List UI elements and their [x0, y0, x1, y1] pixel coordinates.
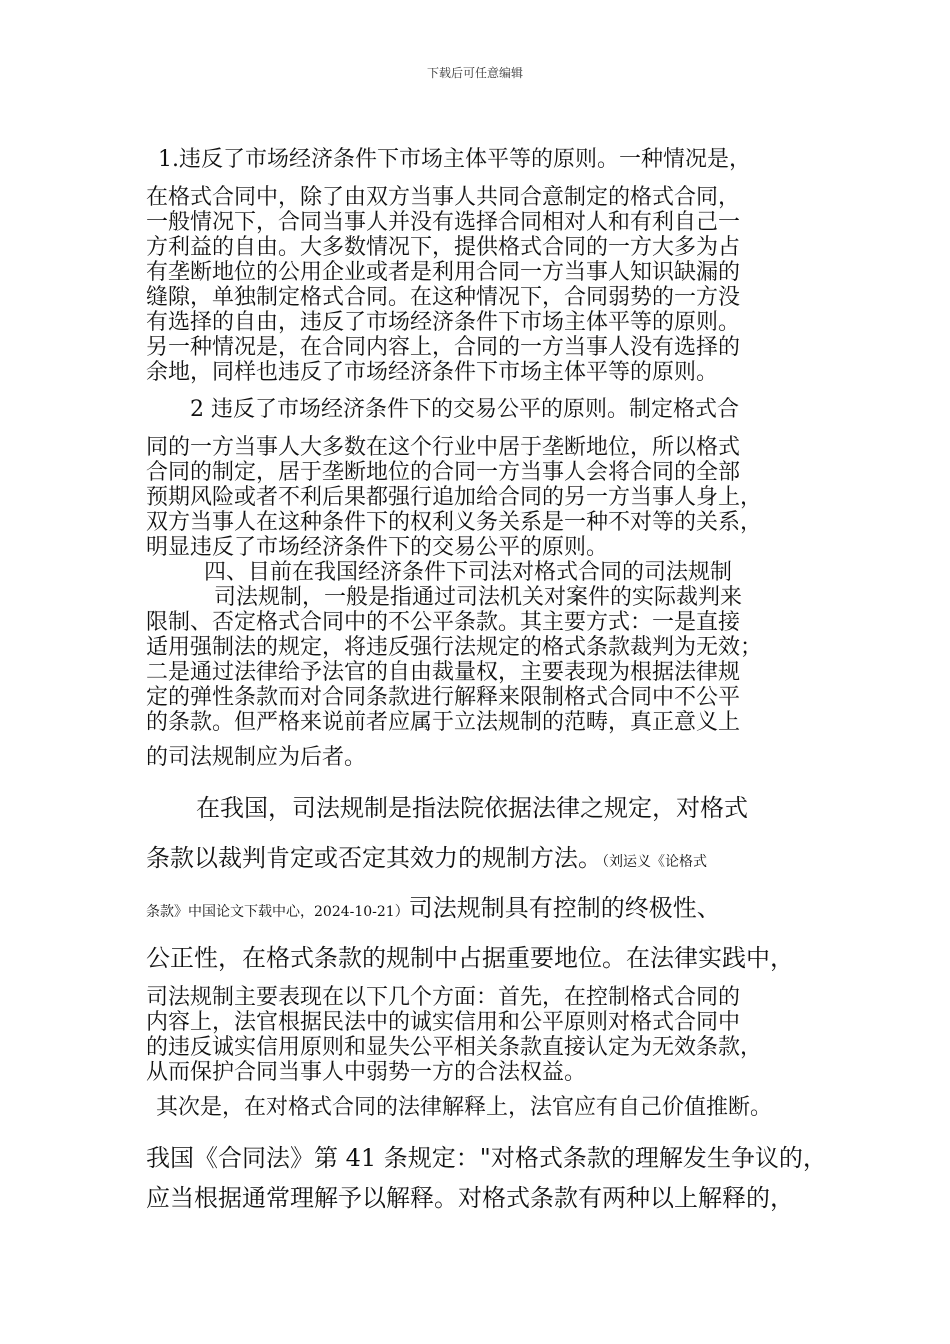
text-line: 在我国，司法规制是指法院依据法律之规定，对格式 [196, 794, 748, 822]
text-line: 合同的制定，居于垄断地位的合同一方当事人会将合同的全部 [146, 460, 741, 485]
text-line: 应当根据通常理解予以解释。对格式条款有两种以上解释的， [146, 1184, 794, 1212]
citation: （刘运义《论格式 [602, 854, 707, 870]
text-line: 余地，同样也违反了市场经济条件下市场主体平等的原则。 [146, 360, 719, 385]
citation: 条款》中国论文下载中心，2024-10-21） [146, 904, 409, 920]
text-line: 另一种情况是，在合同内容上，合同的一方当事人没有选择的 [146, 335, 741, 360]
text-line: 从而保护合同当事人中弱势一方的合法权益。 [146, 1060, 587, 1085]
text-line [146, 844, 707, 876]
text-line: 适用强制法的规定，将违反强行法规定的格式条款裁判为无效； [146, 635, 763, 660]
text-segment: 条款以裁判肯定或否定其效力的规制方法。 [146, 844, 602, 872]
text-line: 司法规制主要表现在以下几个方面：首先，在控制格式合同的 [146, 985, 741, 1010]
text-line: 的司法规制应为后者。 [146, 745, 367, 770]
text-line: 二是通过法律给予法官的自由裁量权，主要表现为根据法律规 [146, 660, 741, 685]
text-line: 同的一方当事人大多数在这个行业中居于垄断地位，所以格式 [146, 435, 741, 460]
section-heading: 四、目前在我国经济条件下司法对格式合同的司法规制 [204, 560, 733, 585]
text-line: 双方当事人在这种条件下的权利义务关系是一种不对等的关系， [146, 510, 763, 535]
text-line: 的条款。但严格来说前者应属于立法规制的范畴，真正意义上 [146, 710, 741, 735]
text-line: 一般情况下，合同当事人并没有选择合同相对人和有利自己一 [146, 210, 741, 235]
text-line: 有选择的自由，违反了市场经济条件下市场主体平等的原则。 [146, 310, 741, 335]
text-line: 其次是，在对格式合同的法律解释上，法官应有自己价值推断。 [156, 1095, 773, 1120]
text-line: 有垄断地位的公用企业或者是利用合同一方当事人知识缺漏的 [146, 260, 741, 285]
text-segment: 司法规制具有控制的终极性、 [408, 894, 721, 922]
text-line: 缝隙，单独制定格式合同。在这种情况下，合同弱势的一方没 [146, 285, 741, 310]
text-line: 内容上，法官根据民法中的诚实信用和公平原则对格式合同中 [146, 1010, 741, 1035]
text-line: 2 违反了市场经济条件下的交易公平的原则。制定格式合 [190, 397, 739, 422]
text-line: 司法规制，一般是指通过司法机关对案件的实际裁判来 [214, 585, 743, 610]
text-line: 明显违反了市场经济条件下的交易公平的原则。 [146, 535, 609, 560]
text-line: 预期风险或者不利后果都强行追加给合同的另一方当事人身上， [146, 485, 763, 510]
text-line: 我国《合同法》第 41 条规定："对格式条款的理解发生争议的， [146, 1144, 827, 1172]
text-line: 公正性，在格式条款的规制中占据重要地位。在法律实践中， [146, 944, 794, 972]
text-line: 方利益的自由。大多数情况下，提供格式合同的一方大多为占 [146, 235, 741, 260]
text-line: 限制、否定格式合同中的不公平条款。其主要方式：一是直接 [146, 610, 741, 635]
page-header: 下载后可任意编辑 [426, 66, 523, 80]
text-line [146, 894, 721, 926]
text-line: 1.违反了市场经济条件下市场主体平等的原则。一种情况是， [158, 147, 751, 172]
text-line: 定的弹性条款而对合同条款进行解释来限制格式合同中不公平 [146, 685, 741, 710]
text-line: 在格式合同中，除了由双方当事人共同合意制定的格式合同， [146, 185, 741, 210]
text-line: 的违反诚实信用原则和显失公平相关条款直接认定为无效条款， [146, 1035, 763, 1060]
